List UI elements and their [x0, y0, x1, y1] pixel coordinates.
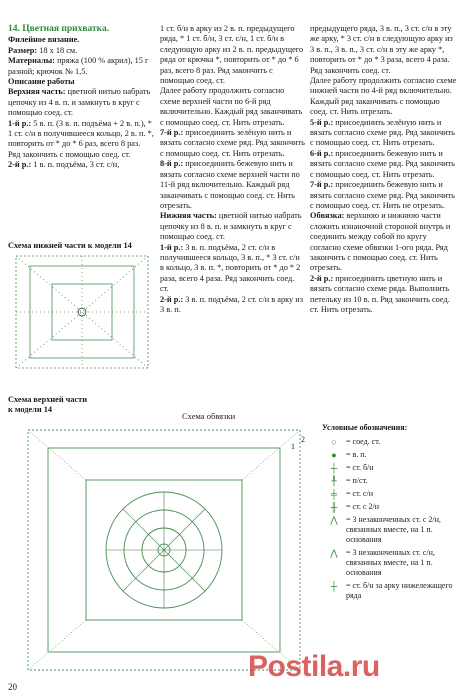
col3-row5: [310, 118, 458, 149]
col3-row6-label: 6-й р.:: [310, 148, 334, 158]
row1-paragraph: [8, 119, 154, 161]
binding-row-label-2: 2: [301, 435, 305, 444]
size-value: 18 х 18 см.: [37, 45, 78, 55]
col2-paragraph-1: 1 ст. б/н в арку из 2 в. п. предыдущего ряда, * 1 ст. б/н, 3 ст. с/н, 1 ст. б/н в следующую арку из 2 в. п. предыдущего ряда от крючка *, повторить от * до * 6 раз, всего 8 раз. Ряд закончить с помощью соед. ст.: [160, 24, 304, 86]
materials-label: Материалы:: [8, 56, 56, 66]
col2-row8-label: 8-й р.:: [160, 159, 184, 169]
col3-row7-label: 7-й р.:: [310, 180, 334, 190]
top-diagram-heading-line1: Схема верхней части: [8, 395, 88, 404]
bottom-row1-label: 1-й р.:: [160, 242, 184, 252]
binding-label: Обвязка:: [310, 211, 345, 221]
legend-item: [322, 463, 460, 473]
legend-title: Условные обозначения:: [322, 423, 408, 432]
single-crochet-icon: ┼: [330, 463, 338, 473]
binding-paragraph: [310, 211, 458, 273]
bottom-row1: [160, 243, 305, 295]
row2-paragraph: [8, 160, 154, 170]
row1-label: 1-й р.:: [8, 118, 32, 128]
work-heading: Описание работы: [8, 77, 75, 87]
col2-row7-label: 7-й р.:: [160, 128, 184, 138]
top-part-paragraph: [8, 87, 154, 118]
bottom-row2-label: 2-й р.:: [160, 294, 184, 304]
article-title: 14. Цветная прихватка.: [8, 24, 110, 34]
legend-item: [322, 489, 460, 499]
legend-item-text: = 3 незаконченных ст. с/н, связанных вместе, на 1 п. основания: [346, 548, 435, 577]
col2-row8: [160, 159, 305, 211]
watermark: Postila.ru: [248, 650, 380, 683]
legend-item-text: = ст. б/н за арку нижележащего ряда: [346, 581, 453, 600]
bottom-part-diagram: [8, 252, 156, 372]
article-subtitle: Филейное вязание.: [8, 35, 80, 45]
legend-item-text: = в. п.: [346, 450, 367, 459]
row1-text: 5 в. п. (3 в. п. подъёма + 2 в. п.), * 1 ст. с/н в получившееся кольцо, 2 в. п. *, повторить от * до * 6 раз, всего 8 раз. Ряд закончить с помощью соед. ст.: [8, 118, 154, 159]
col3-row7: [310, 180, 458, 211]
col3-row6-text: присоединить бежевую нить и вязать согласно схеме ряд. Ряд закончить с помощью соед. ст. Нить отрезать.: [310, 148, 455, 179]
col3-row7-text: присоединить бежевую нить и вязать согласно схеме ряд. Ряд закончить с помощью соед. ст. Нить не отрезать.: [310, 180, 455, 210]
legend-item-text: = ст. с/н: [346, 489, 374, 498]
cluster-treble-icon: ⋀: [330, 515, 338, 525]
text-column-3: [310, 24, 458, 315]
binding-row2-text: присоединить цветную нить и вязать согласно схеме ряда. Выполнить петельку из 10 в. п. Ряд закончить соед. ст. Нить отрезать.: [310, 273, 450, 314]
treble-crochet-icon: ╫: [330, 502, 338, 512]
row2-text: 1 в. п. подъёма, 3 ст. с/н,: [31, 160, 120, 170]
text-column-2: [160, 24, 305, 315]
legend-item: [322, 476, 460, 486]
legend-item-text: = соед. ст.: [346, 437, 381, 446]
top-part-label: Верхняя часть:: [8, 87, 66, 97]
legend-item: [322, 581, 460, 601]
col2-paragraph-2: Далее работу продолжить согласно схеме верхней части по 6-й ряд включительно. Каждый ряд заканчивать с помощью соед. ст. Нить отрезать.: [160, 86, 303, 127]
legend-item-text: = ст. б/н: [346, 463, 374, 472]
row2-label: 2-й р.:: [8, 160, 32, 170]
spike-single-crochet-icon: ┼: [330, 581, 338, 591]
top-diagram-heading-line2: к модели 14: [8, 405, 52, 414]
bottom-part-paragraph: [160, 211, 305, 242]
col2-row8-text: присоединить бежевую нить и вязать согласно схеме верхней части по 11-й ряд включительно. Каждый ряд заканчивать с помощью соед. ст. Нить отрезать.: [160, 159, 300, 210]
legend-item: [322, 437, 460, 447]
bottom-part-label: Нижняя часть:: [160, 211, 217, 221]
legend-item: [322, 548, 460, 578]
legend-item: [322, 515, 460, 545]
top-part-diagram: [8, 420, 313, 680]
binding-text: верхнюю и нижнюю части сложить изнаночной стороной внутрь и соединить между собой по кругу согласно схеме обвязки 1-ого ряда. Ряд закончить с помощью соед. ст. Нить отрезать.: [310, 211, 451, 273]
binding-row-label-1: 1: [291, 442, 295, 451]
size-line: [8, 46, 154, 56]
bottom-part-text: цветной нитью набрать цепочку из 8 в. п. и замкнуть в круг с помощью соед. ст.: [160, 211, 302, 242]
legend: [322, 423, 460, 604]
materials-value: пряжа (100 % акрил), 15 г разной; крючок № 1,5.: [8, 56, 149, 76]
half-double-crochet-icon: ╀: [331, 476, 337, 486]
binding-diagram-heading: Схема обвязки: [182, 411, 236, 421]
col3-row6: [310, 149, 458, 180]
legend-item-text: = п/ст.: [346, 476, 368, 485]
legend-item: [322, 450, 460, 460]
double-crochet-icon: ╪: [330, 489, 338, 499]
binding-row2: [310, 274, 458, 316]
col3-row5-text: присоединить зелёную нить и вязать согласно схеме ряд. Ряд закончить с помощью соед. ст. Нить отрезать.: [310, 117, 455, 148]
col2-row7-text: присоединить зелёную нить и вязать согласно схеме ряд. Ряд закончить с помощью соед. ст. Нить отрезать.: [160, 128, 305, 158]
top-diagram-heading: [8, 395, 158, 415]
bottom-row1-text: 3 в. п. подъёма, 2 ст. с/н в получившееся кольцо, 3 в. п., * 3 ст. с/н в кольцо, 3 в. п. *, повторить от * до * 2 раза, всего 4 раза. Ряд закончить соед. ст.: [160, 242, 301, 294]
col3-row5-label: 5-й р.:: [310, 117, 334, 127]
cluster-double-icon: ⋀: [330, 548, 338, 558]
top-part-text: цветной нитью набрать цепочку из 4 в. п. и замкнуть в круг с помощью соед. ст.: [8, 87, 151, 118]
text-column-1: [8, 24, 154, 171]
chain-stitch-icon: ●: [331, 450, 337, 460]
col2-row7: [160, 128, 305, 159]
size-label: Размер:: [8, 45, 38, 55]
col3-paragraph-2: Далее работу продолжить согласно схеме нижней части по 4-й ряд включительно. Каждый ряд заканчивать с помощью соед. ст. Нить отрезать.: [310, 76, 457, 117]
materials-line: [8, 56, 154, 77]
legend-item-text: = 3 незаконченных ст. с 2/н, связанных вместе, на 1 п. основания: [346, 515, 441, 544]
page-number: 20: [8, 682, 17, 692]
slip-stitch-icon: ○: [331, 437, 337, 447]
bottom-diagram-heading: Схема нижней части к модели 14: [8, 241, 132, 250]
legend-item-text: = ст. с 2/н: [346, 502, 380, 511]
legend-item: [322, 502, 460, 512]
binding-row2-label: 2-й р.:: [310, 273, 334, 283]
col3-paragraph-1: предыдущего ряда, 3 в. п., 3 ст. с/н в эту же арку, * 3 ст. с/н в следующую арку из 3 в. п., 3 в. п., 3 ст. с/н в эту же арку *, повторить от * до * 3 раза, всего 4 раза. Ряд закончить соед. ст.: [310, 24, 453, 75]
bottom-row2-text: 3 в. п. подъёма, 2 ст. с/н в арку из 3 в. п.: [160, 294, 303, 314]
bottom-row2: [160, 295, 305, 316]
